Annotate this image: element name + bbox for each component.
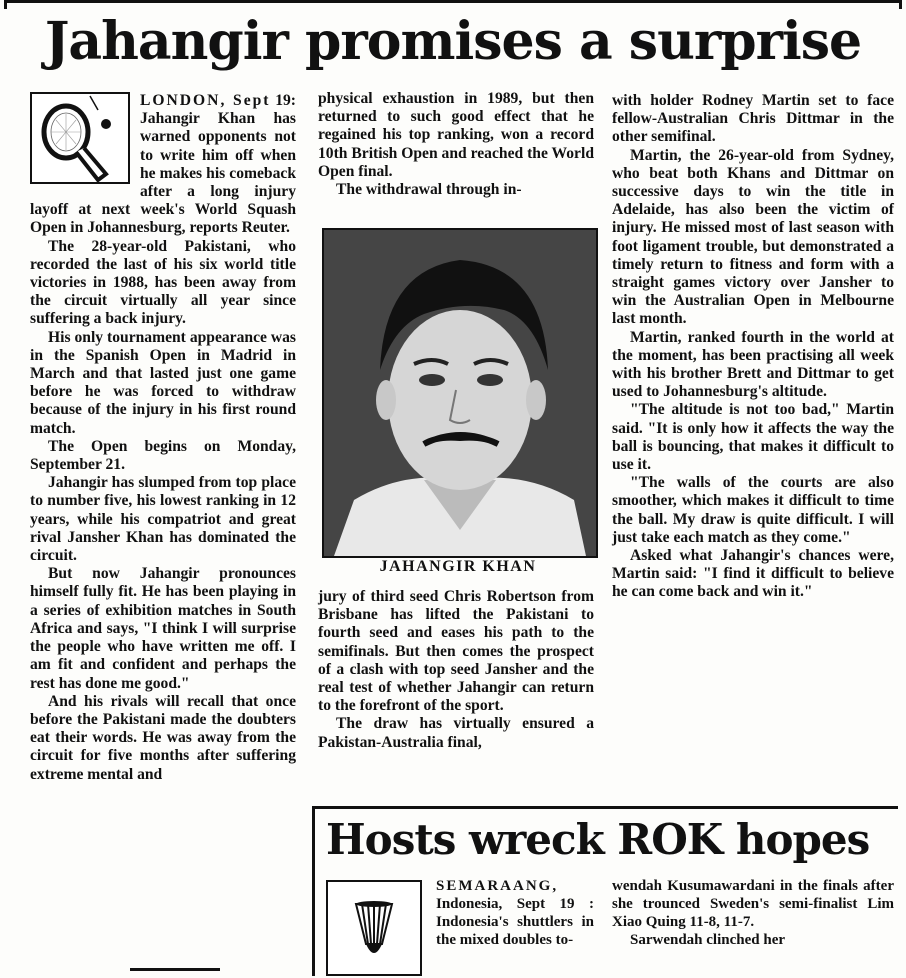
paragraph: Asked what Jahangir's chances were, Martin said: "I find it difficult to believe he can come back and win it." xyxy=(612,547,894,601)
squash-logo-icon xyxy=(30,92,130,184)
paragraph: Indonesia, Sept 19 : Indonesia's shuttlers in the mixed doubles to- xyxy=(436,896,594,948)
paragraph: Jahangir has slumped from top place to number five, his lowest ranking in 12 years, while his compatriot and great rival Jansher Khan has dominated the circuit. xyxy=(30,474,296,565)
paragraph: "The altitude is not too bad," Martin said. "It is only how it affects the way the ball is bouncing, that makes it difficult to use it. xyxy=(612,401,894,474)
paragraph: Martin, the 26-year-old from Sydney, who beat both Khans and Dittmar on successive days to win the title in Adelaide, has also been the victim of injury. He missed most of last season with foot ligament trouble, but demonstrated a timely return to fitness and form with a straight games victory over Jansher to win the Australian Open in Melbourne last month. xyxy=(612,146,894,328)
divider xyxy=(130,968,220,971)
portrait-photo xyxy=(322,228,598,558)
article-column-2-continued xyxy=(318,588,594,752)
article-column-2 xyxy=(318,90,594,199)
paragraph: with holder Rodney Martin set to face fellow-Australian Chris Dittmar in the other semifinal. xyxy=(612,92,894,146)
dateline: SEMARAANG, xyxy=(436,878,559,894)
photo-caption: JAHANGIR KHAN xyxy=(379,558,537,575)
paragraph: The Open begins on Monday, September 21. xyxy=(30,437,296,474)
paragraph: But now Jahangir pronounces himself fully fit. He has been playing in a series of exhibition matches in South Africa and says, "I think I will surprise the people who have written me off. I am fit and confident and perhaps the rest has done me good." xyxy=(30,565,296,692)
paragraph: The draw has virtually ensured a Pakistan-Australia final, xyxy=(318,715,594,751)
second-article-column-1 xyxy=(436,877,594,949)
paragraph: Sarwendah clinched her xyxy=(630,932,786,948)
paragraph: wendah Kusumawardani in the finals after she trounced Sweden's semi-finalist Lim Xiao Quing 11-8, 11-7. xyxy=(612,878,894,930)
top-border xyxy=(4,0,902,9)
article-column-1 xyxy=(30,92,296,784)
article-column-3 xyxy=(612,92,894,602)
second-article-column-2 xyxy=(612,877,894,949)
paragraph: The withdrawal through in- xyxy=(336,181,522,199)
shuttlecock-icon xyxy=(326,880,422,976)
dateline: LONDON, Sept xyxy=(140,92,271,109)
paragraph: Martin, ranked fourth in the world at the moment, has been practising all week with his brother Brett and Dittmar to get used to Johannesburg's altitude. xyxy=(612,328,894,401)
paragraph: The 28-year-old Pakistani, who recorded the last of his six world title victories in 1988, has been away from the circuit virtually all year since suffering a back injury. xyxy=(30,237,296,328)
paragraph: "The walls of the courts are also smoother, which makes it difficult to time the ball. My draw is quite difficult. I will just take each match as they come." xyxy=(612,474,894,546)
headline: Jahangir promises a surprise xyxy=(44,11,862,72)
paragraph: 19: Jahangir Khan has warned opponents not to write him off when he makes his comeback after a long injury layoff at next week's World Squash Open in Johannesburg, reports Reuter. xyxy=(30,92,296,237)
second-headline: Hosts wreck ROK hopes xyxy=(326,815,870,864)
paragraph: His only tournament appearance was in the Spanish Open in Madrid in March and that lasted just one game before he was forced to withdraw because of the injury in his first round match. xyxy=(30,328,296,437)
paragraph: physical exhaustion in 1989, but then returned to such good effect that he regained his top ranking, won a record 10th British Open and reached the World Open final. xyxy=(318,90,594,180)
paragraph: And his rivals will recall that once before the Pakistani made the doubters eat their words. He was away from the circuit for five months after suffering extreme mental and xyxy=(30,692,296,783)
paragraph: jury of third seed Chris Robertson from Brisbane has lifted the Pakistani to fourth seed and eases his path to the semifinals. But then comes the prospect of a clash with top seed Jansher and the real test of whether Jahangir can return to the forefront of the sport. xyxy=(318,588,594,715)
